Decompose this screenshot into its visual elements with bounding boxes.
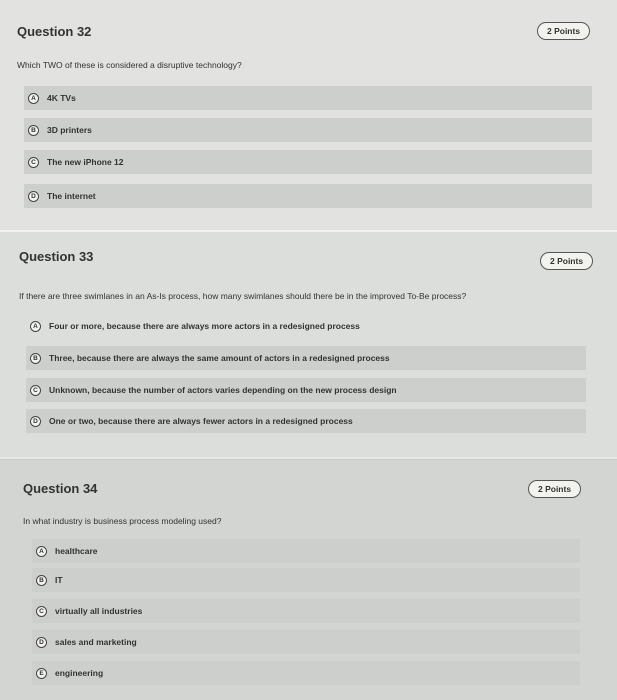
option-a[interactable] [32, 539, 580, 563]
option-b[interactable] [26, 346, 586, 370]
option-label: virtually all industries [55, 606, 143, 616]
option-d[interactable] [24, 184, 592, 208]
question-title: Question 34 [23, 481, 98, 496]
option-b[interactable] [32, 568, 580, 592]
option-label: Three, because there are always the same amount of actors in a redesigned process [49, 353, 390, 363]
section-divider [0, 457, 617, 459]
points-badge: 2 Points [528, 480, 581, 498]
option-letter: C [28, 157, 39, 168]
option-a[interactable] [26, 314, 586, 338]
question-title: Question 33 [19, 249, 94, 264]
option-d[interactable] [32, 630, 580, 654]
option-label: 3D printers [47, 125, 92, 135]
option-letter: D [30, 416, 41, 427]
option-letter: B [28, 125, 39, 136]
question-34-panel [0, 460, 617, 700]
points-badge: 2 Points [537, 22, 590, 40]
question-text: Which TWO of these is considered a disruptive technology? [17, 60, 242, 70]
option-letter: E [36, 668, 47, 679]
option-letter: D [36, 637, 47, 648]
question-text: If there are three swimlanes in an As-Is process, how many swimlanes should there be in the improved To-Be process? [19, 291, 467, 301]
option-c[interactable] [24, 150, 592, 174]
option-e[interactable] [32, 661, 580, 685]
option-d[interactable] [26, 409, 586, 433]
question-text: In what industry is business process modeling used? [23, 516, 222, 526]
option-c[interactable] [26, 378, 586, 402]
option-letter: C [30, 385, 41, 396]
option-label: The new iPhone 12 [47, 157, 124, 167]
question-title: Question 32 [17, 24, 92, 39]
question-32-panel [0, 0, 617, 230]
option-letter: A [36, 546, 47, 557]
option-letter: B [30, 353, 41, 364]
question-33-panel [0, 232, 617, 458]
option-label: One or two, because there are always fewer actors in a redesigned process [49, 416, 353, 426]
option-c[interactable] [32, 599, 580, 623]
option-letter: C [36, 606, 47, 617]
option-label: sales and marketing [55, 637, 137, 647]
option-label: engineering [55, 668, 104, 678]
option-label: healthcare [55, 546, 98, 556]
option-label: The internet [47, 191, 96, 201]
points-badge: 2 Points [540, 252, 593, 270]
option-a[interactable] [24, 86, 592, 110]
option-letter: A [28, 93, 39, 104]
option-letter: D [28, 191, 39, 202]
option-letter: A [30, 321, 41, 332]
option-letter: B [36, 575, 47, 586]
option-label: IT [55, 575, 63, 585]
option-label: Unknown, because the number of actors varies depending on the new process design [49, 385, 397, 395]
option-label: Four or more, because there are always more actors in a redesigned process [49, 321, 360, 331]
option-b[interactable] [24, 118, 592, 142]
option-label: 4K TVs [47, 93, 76, 103]
